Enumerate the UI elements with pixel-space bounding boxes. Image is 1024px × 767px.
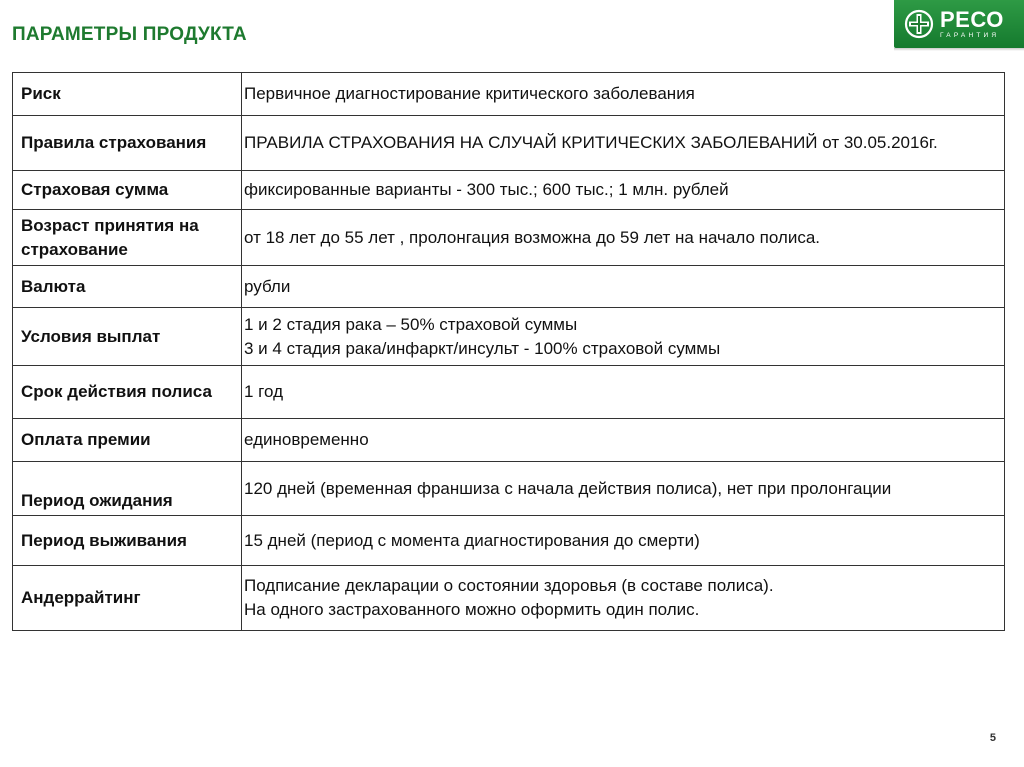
table-row [13,419,1005,462]
row-label: Период ожидания [13,462,242,516]
row-value [242,116,1005,171]
row-label: Условия выплат [13,308,242,366]
value-line: На одного застрахованного можно оформить один полис. [244,600,700,619]
logo-name: РЕСО [940,6,1004,32]
value-line: Подписание декларации о состоянии здоровья (в составе полиса). [244,576,774,595]
page-number: 5 [989,732,996,744]
table-row [13,116,1005,171]
value-line: Первичное диагностирование критического заболевания [244,84,695,103]
row-label: Срок действия полиса [13,366,242,419]
row-label: Оплата премии [13,419,242,462]
row-value [242,516,1005,566]
value-line: фиксированные варианты - 300 тыс.; 600 тыс.; 1 млн. рублей [244,180,729,199]
table-row [13,210,1005,266]
row-value [242,566,1005,631]
product-parameters-table [12,72,1005,631]
row-value [242,419,1005,462]
logo-shadow [894,48,1024,51]
value-line: 1 год [244,382,284,401]
value-line: 1 и 2 стадия рака – 50% страховой суммы [244,314,578,334]
value-line: единовременно [244,430,369,449]
table-row [13,266,1005,308]
table-row [13,566,1005,631]
table-row [13,462,1005,516]
logo-subtitle: ГАРАНТИЯ [940,31,1000,39]
row-value [242,308,1005,366]
row-label: Страховая сумма [13,171,242,210]
page-title: ПАРАМЕТРЫ ПРОДУКТА [12,24,247,45]
row-value [242,210,1005,266]
value-line: рубли [244,276,291,296]
table-row [13,73,1005,116]
row-value [242,73,1005,116]
reso-cross-icon [904,9,934,39]
row-value [242,462,1005,516]
row-label: Период выживания [13,516,242,566]
row-label: Андеррайтинг [13,566,242,631]
value-line: от 18 лет до 55 лет , пролонгация возможна до 59 лет на начало полиса. [244,227,821,247]
row-value [242,266,1005,308]
table-row [13,308,1005,366]
table-row [13,171,1005,210]
reso-logo [894,0,1024,48]
table-row [13,366,1005,419]
row-value [242,366,1005,419]
row-label: Риск [13,73,242,116]
value-line: 120 дней (временная франшиза с начала действия полиса), нет при пролонгации [244,478,892,498]
row-label: Возраст принятия на страхование [13,210,242,266]
value-line: ПРАВИЛА СТРАХОВАНИЯ НА СЛУЧАЙ КРИТИЧЕСКИХ ЗАБОЛЕВАНИЙ от 30.05.2016г. [244,133,938,152]
row-label: Валюта [13,266,242,308]
row-label: Правила страхования [13,116,242,171]
value-line: 15 дней (период с момента диагностирования до смерти) [244,530,700,550]
row-value [242,171,1005,210]
value-line: 3 и 4 стадия рака/инфаркт/инсульт - 100% страховой суммы [244,338,721,358]
table-row [13,516,1005,566]
